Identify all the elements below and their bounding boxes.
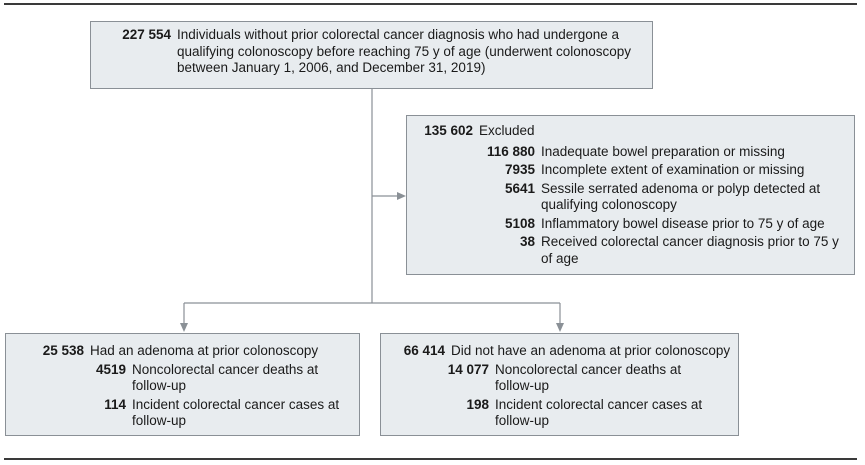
excluded-count: 135 602 bbox=[424, 123, 473, 138]
exclusion-item bbox=[411, 234, 848, 267]
followup-text: Incident colorectal cancer cases at follow-up bbox=[132, 396, 340, 428]
exclusion-item-count: 38 bbox=[519, 234, 535, 249]
exclusion-item-text: Inadequate bowel preparation or missing bbox=[541, 143, 785, 159]
followup-item bbox=[10, 397, 353, 430]
excluded-label: Excluded bbox=[479, 123, 535, 138]
enrollment-count: 227 554 bbox=[122, 27, 171, 42]
adenoma-count: 25 538 bbox=[42, 343, 84, 358]
followup-text: Noncolorectal cancer deaths at follow-up bbox=[132, 361, 319, 393]
exclusion-item-text: Inflammatory bowel disease prior to 75 y of age bbox=[541, 215, 825, 231]
exclusion-item bbox=[411, 181, 848, 214]
excluded-box bbox=[406, 115, 855, 275]
followup-text: Noncolorectal cancer deaths at follow-up bbox=[495, 361, 682, 393]
exclusion-item-count: 7935 bbox=[504, 162, 535, 177]
no-adenoma-box bbox=[380, 333, 739, 436]
exclusion-item-count: 5641 bbox=[504, 180, 535, 196]
followup-count: 4519 bbox=[95, 361, 126, 377]
followup-count: 14 077 bbox=[447, 361, 489, 377]
enrollment-box bbox=[90, 21, 653, 89]
exclusion-arrowhead bbox=[397, 192, 406, 200]
no-adenoma-label: Did not have an adenoma at prior colonoscopy bbox=[451, 343, 731, 358]
followup-item bbox=[385, 362, 732, 395]
exclusion-item bbox=[411, 144, 848, 161]
exclusion-item-text: Incomplete extent of examination or missing bbox=[541, 162, 805, 177]
exclusion-item bbox=[411, 162, 848, 179]
followup-item bbox=[385, 397, 732, 430]
enrollment-text: Individuals without prior colorectal cancer diagnosis who had undergone a qualifying colonoscopy before reaching 75 y of age (underwent colonoscopy between January 1, 2006, and December 31, 2019) bbox=[177, 27, 632, 75]
adenoma-label: Had an adenoma at prior colonoscopy bbox=[90, 343, 319, 358]
followup-count: 198 bbox=[466, 396, 489, 412]
exclusion-item-count: 5108 bbox=[504, 215, 535, 231]
followup-item bbox=[10, 362, 353, 395]
right-arrowhead bbox=[556, 323, 564, 332]
adenoma-box bbox=[5, 333, 360, 436]
exclusion-item-text: Sessile serrated adenoma or polyp detected at qualifying colonoscopy bbox=[541, 180, 821, 212]
followup-text: Incident colorectal cancer cases at follow-up bbox=[495, 396, 703, 428]
exclusion-item-count: 116 880 bbox=[486, 143, 535, 159]
exclusion-item bbox=[411, 216, 848, 233]
exclusion-item-text: Received colorectal cancer diagnosis prior to 75 y of age bbox=[541, 234, 839, 266]
followup-count: 114 bbox=[104, 396, 126, 412]
no-adenoma-count: 66 414 bbox=[403, 343, 445, 358]
left-arrowhead bbox=[180, 323, 188, 332]
